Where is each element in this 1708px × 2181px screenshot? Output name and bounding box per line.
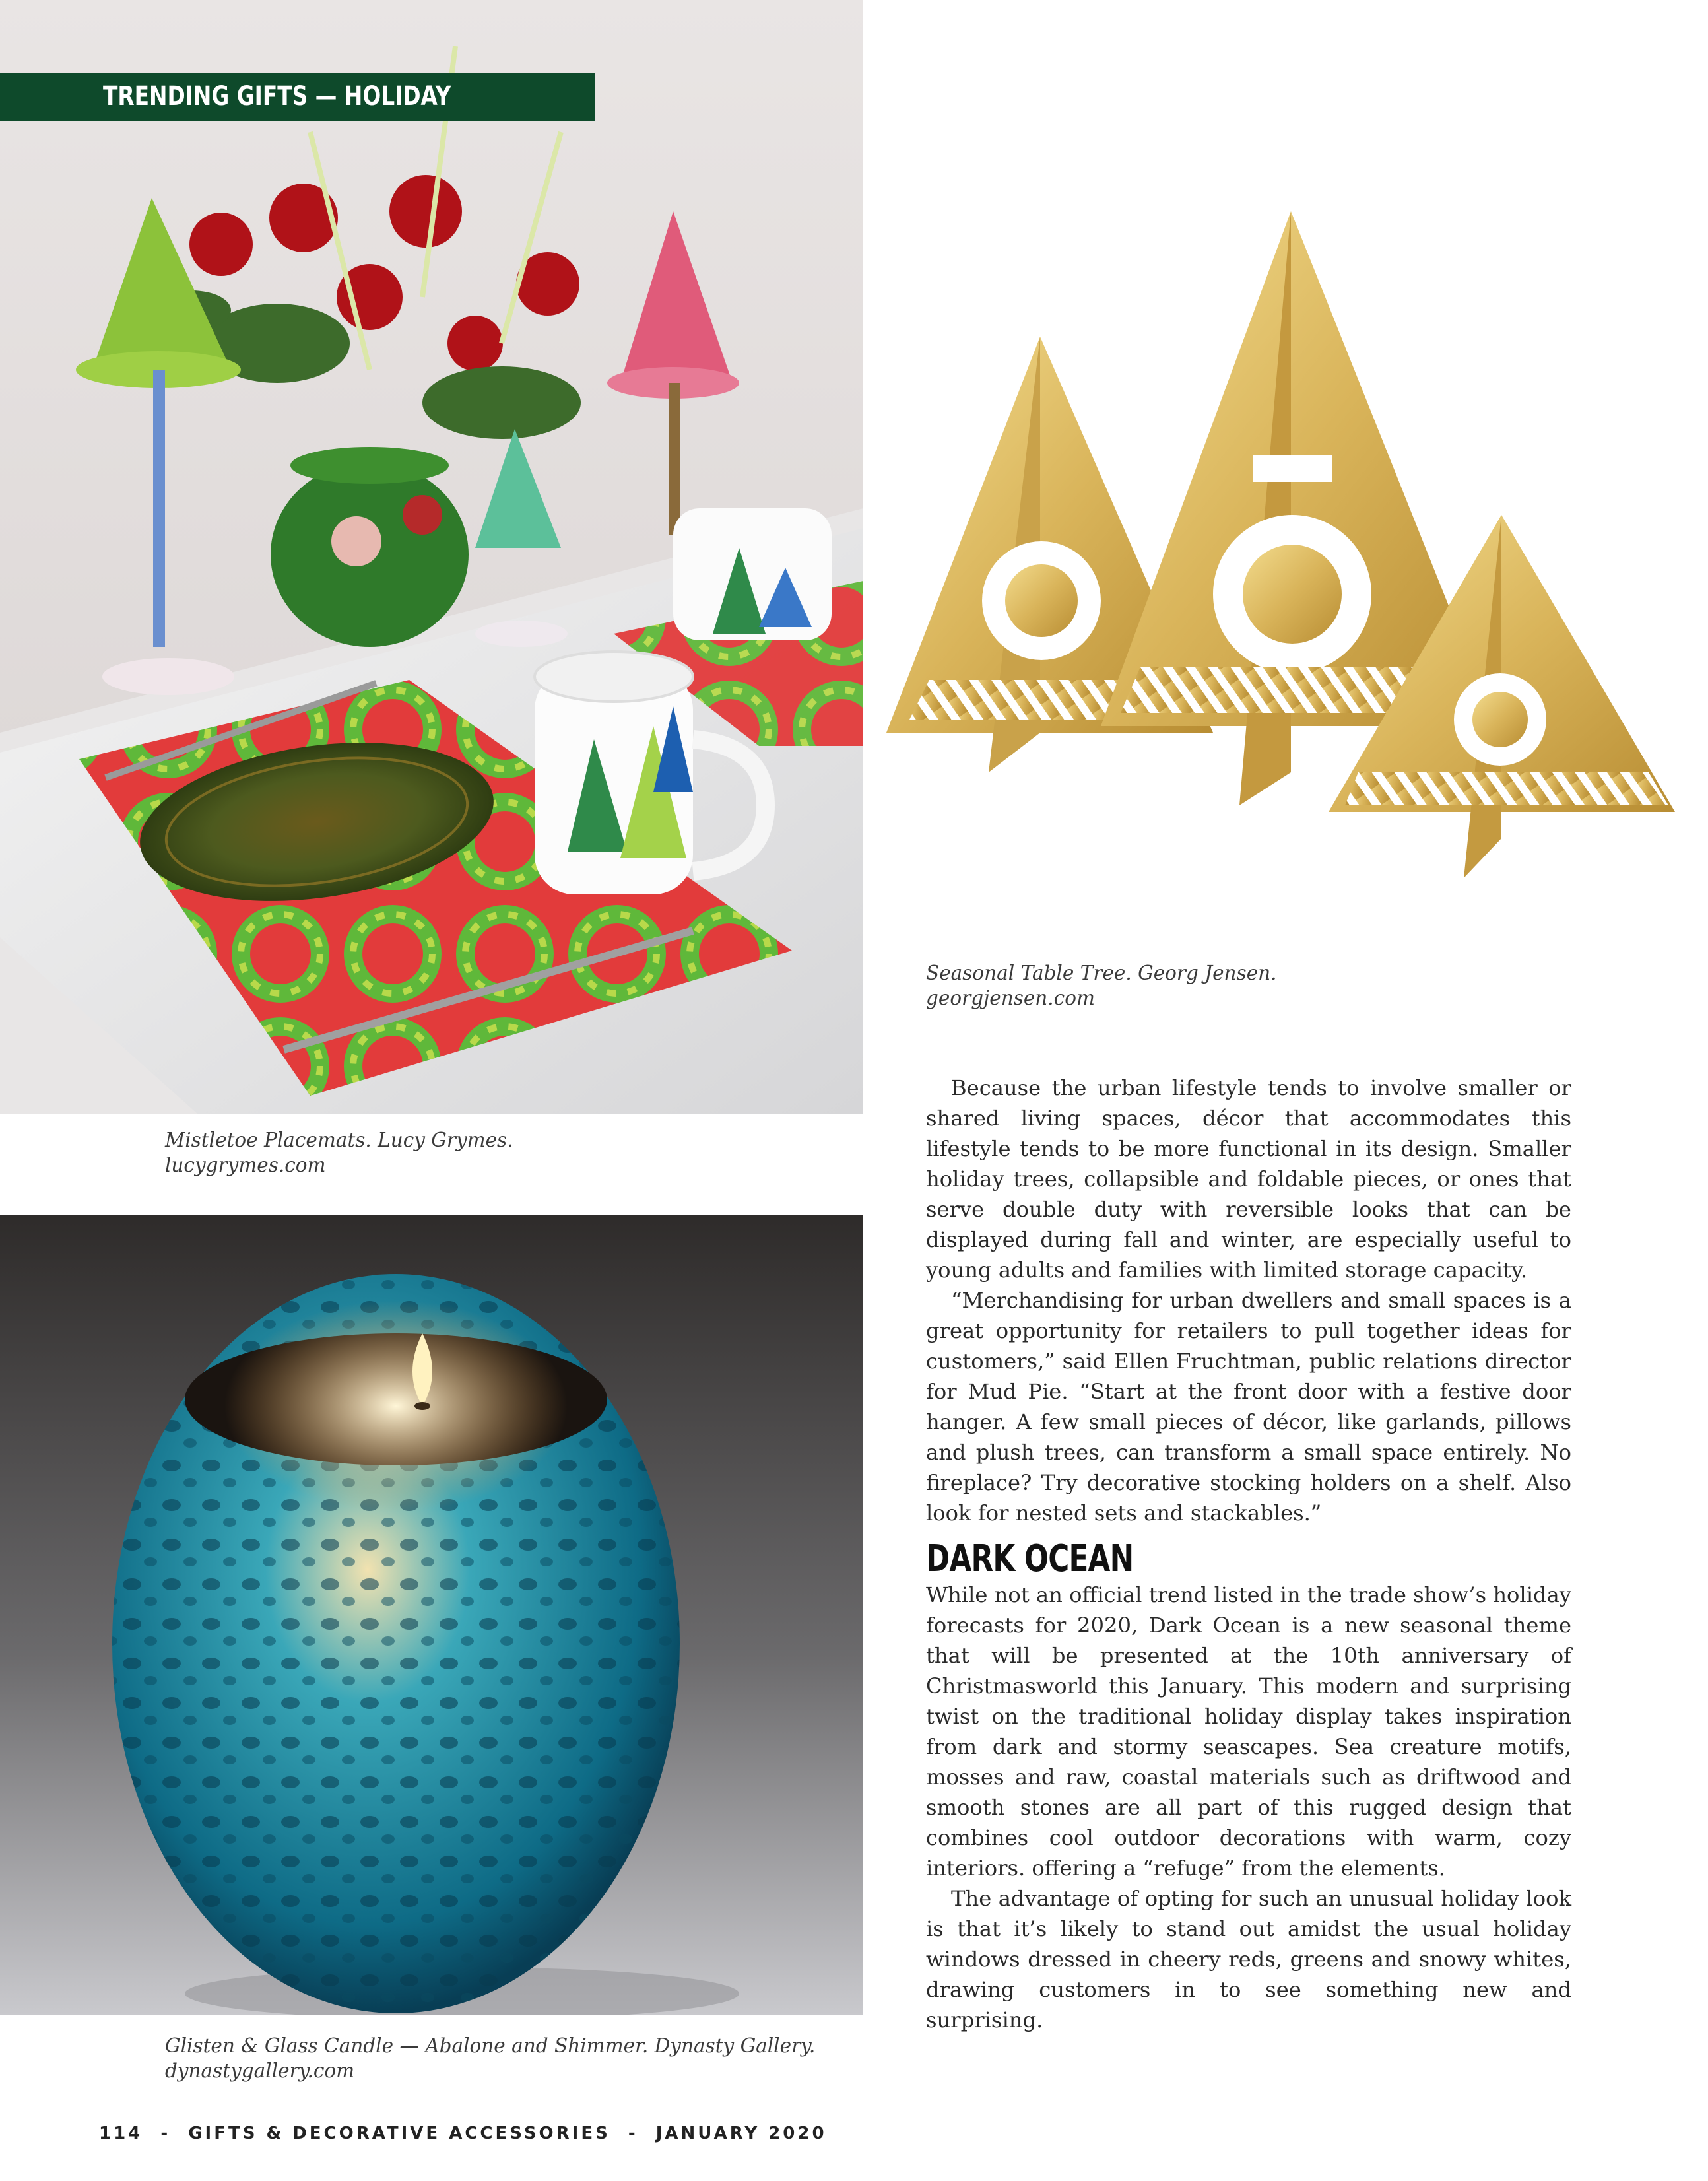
article-paragraph-4: The advantage of opting for such an unusual holiday look is that it’s likely to stand out amidst the usual holiday windows dressed in cheery reds, greens and snowy whites, drawing customers in to see something new and surprising.	[926, 1886, 1571, 2032]
placemat-caption-line2: lucygrymes.com	[165, 1154, 326, 1176]
placemat-caption	[165, 1127, 513, 1178]
footer-publication: GIFTS & DECORATIVE ACCESSORIES	[188, 2124, 610, 2143]
placemat-photo	[0, 0, 863, 1114]
trees-caption	[926, 960, 1277, 1011]
trees-caption-line1: Seasonal Table Tree. Georg Jensen.	[926, 962, 1277, 984]
footer-separator: -	[628, 2124, 638, 2143]
glass-candle-photo-icon	[0, 1215, 863, 2015]
candle-caption-line2: dynastygallery.com	[165, 2060, 355, 2082]
footer-separator: -	[160, 2124, 171, 2143]
article-paragraph-1: Because the urban lifestyle tends to involve smaller or shared living spaces, décor that accommodates this lifestyle tends to be more functional in its design. Smaller holiday trees, collapsible and foldable pieces, or ones that serve double duty with reversible looks that can be displayed during fall and winter, are especially useful to young adults and families with limited storage capacity.	[926, 1075, 1571, 1283]
article-heading: DARK OCEAN	[926, 1537, 1134, 1580]
footer-page-number: 114	[99, 2124, 143, 2143]
placemat-caption-line1: Mistletoe Placemats. Lucy Grymes.	[165, 1129, 513, 1151]
section-banner	[0, 73, 595, 121]
candle-caption-line1: Glisten & Glass Candle — Abalone and Shimmer. Dynasty Gallery.	[165, 2034, 816, 2057]
gold-table-trees-photo-icon	[883, 139, 1708, 931]
candle-photo	[0, 1215, 863, 2015]
footer-issue: JANUARY 2020	[655, 2124, 827, 2143]
candle-caption	[165, 2033, 815, 2083]
placemat-table-photo-icon	[0, 0, 863, 1114]
trees-photo	[883, 139, 1708, 931]
page-footer	[99, 2124, 827, 2143]
trees-caption-line2: georgjensen.com	[926, 987, 1095, 1009]
article-body	[926, 1073, 1571, 2035]
article-paragraph-3: While not an official trend listed in the trade show’s holiday forecasts for 2020, Dark Ocean is a new seasonal theme that will be presented at the 10th anniversary of Christmasworld this January. This modern and surprising twist on the traditional holiday display takes inspiration from dark and stormy seascapes. Sea creature motifs, mosses and raw, coastal materials such as driftwood and smooth stones are all part of this rugged design that combines cool outdoor decorations with warm, cozy interiors. offering a “refuge” from the elements.	[926, 1582, 1571, 1881]
section-banner-label: TRENDING GIFTS — HOLIDAY	[103, 81, 451, 112]
article-paragraph-2: “Merchandising for urban dwellers and small spaces is a great opportunity for retailers to pull together ideas for customers,” said Ellen Fruchtman, public relations director for Mud Pie. “Start at the front door with a festive door hanger. A few small pieces of décor, like garlands, pillows and plush trees, can transform a small space entirely. No fireplace? Try decorative stocking holders on a shelf. Also look for nested sets and stackables.”	[926, 1288, 1571, 1526]
